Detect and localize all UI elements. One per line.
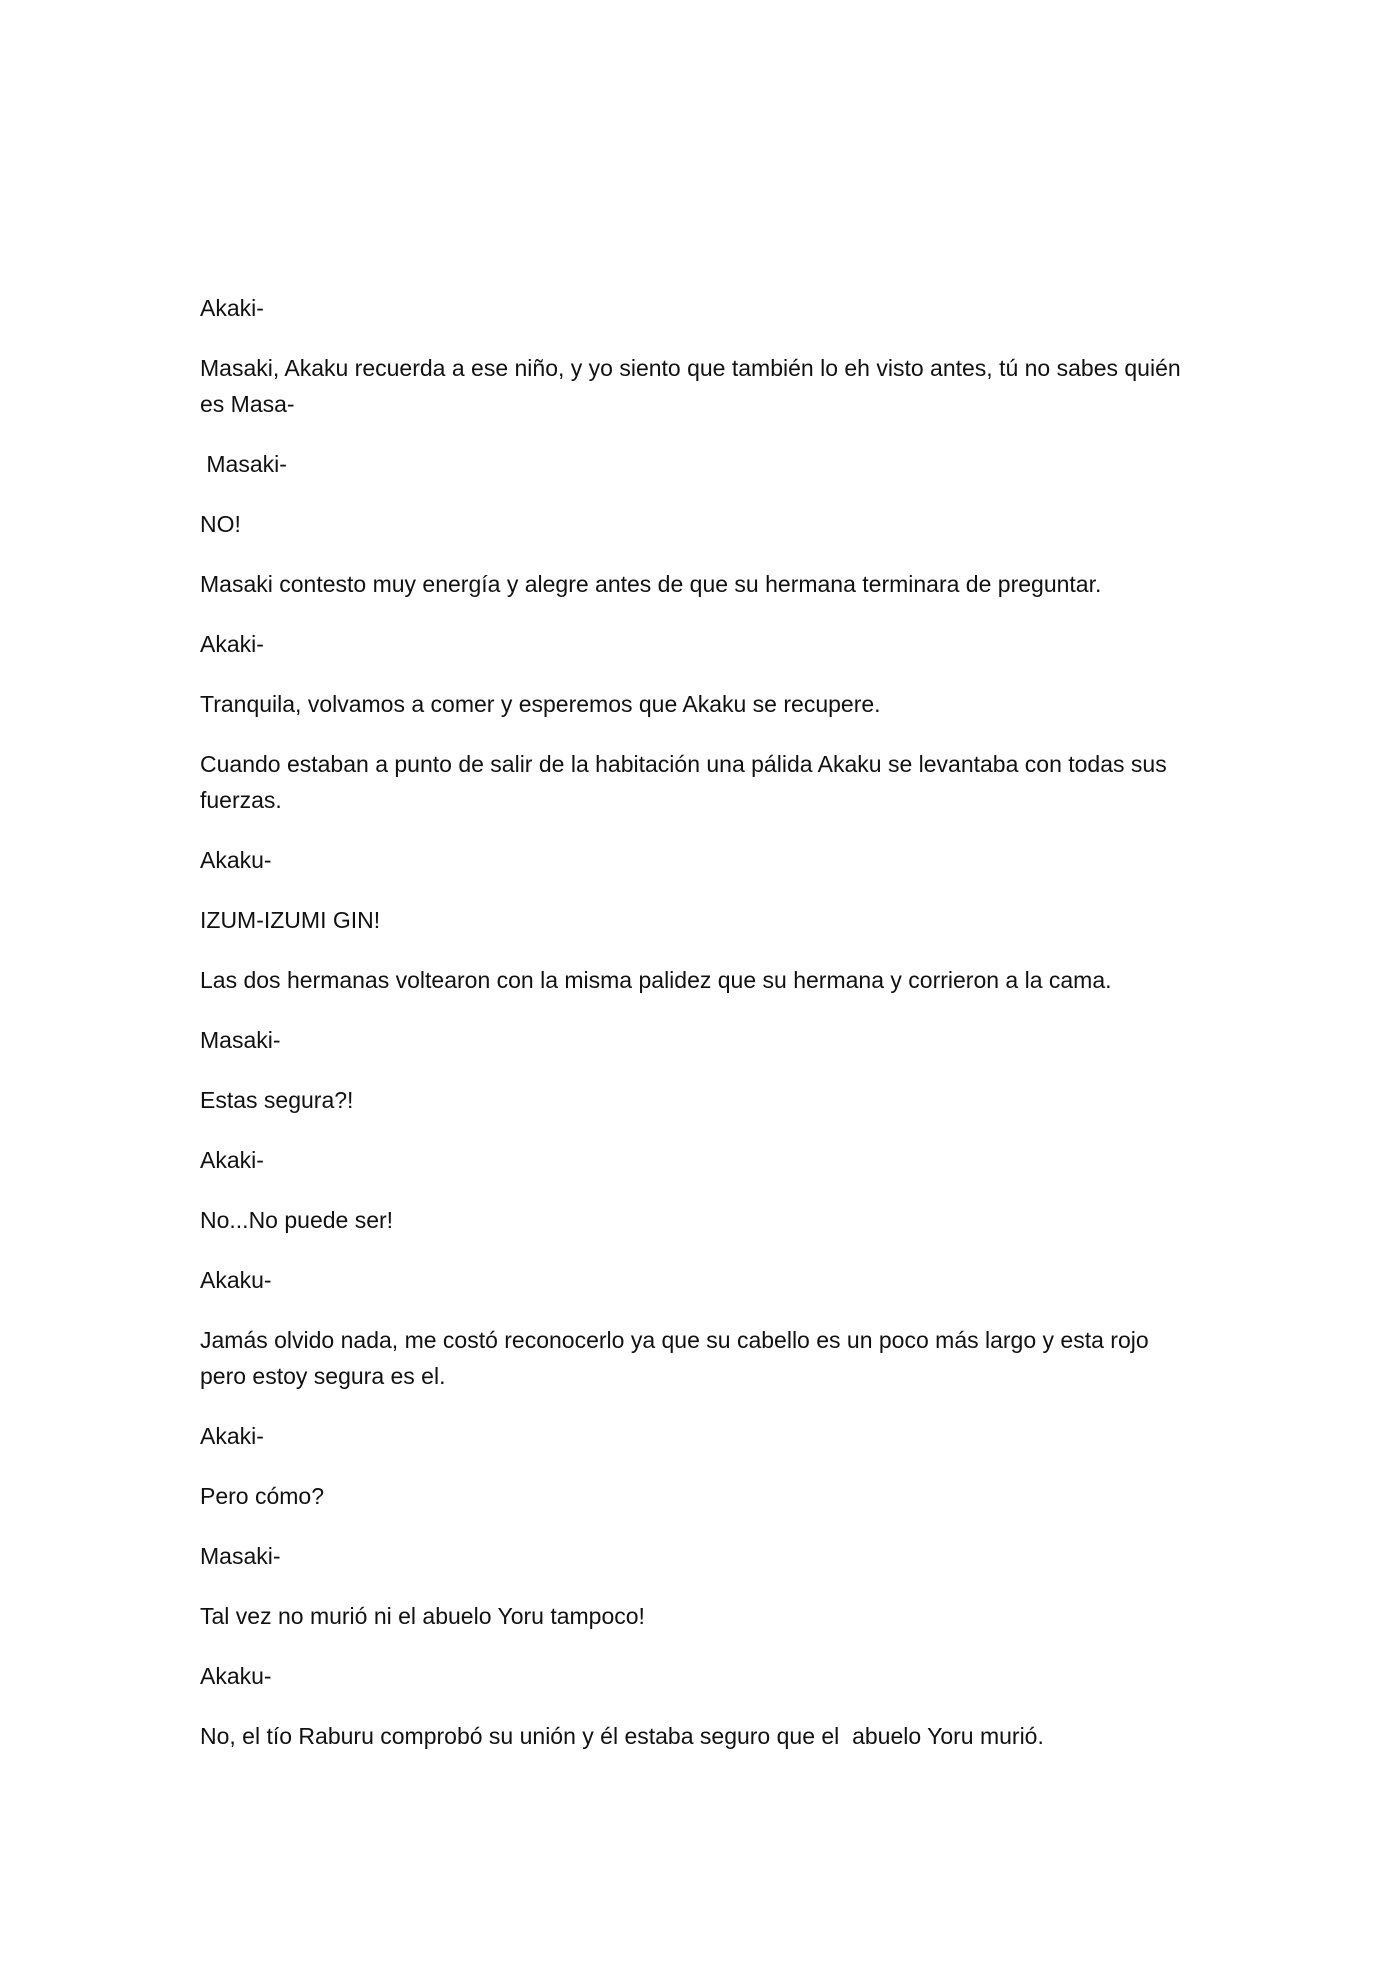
- speaker-label: Akaki-: [200, 1147, 264, 1173]
- narration-line: Cuando estaban a punto de salir de la habitación una pálida Akaku se levantaba con todas sus fuerzas.: [200, 751, 1174, 813]
- speaker-label: Akaku-: [200, 1267, 272, 1293]
- speaker-label: Akaku-: [200, 847, 272, 873]
- dialogue-line: Masaki, Akaku recuerda a ese niño, y yo siento que también lo eh visto antes, tú no sabes quién es Masa-: [200, 355, 1188, 417]
- narration-line: Las dos hermanas voltearon con la misma palidez que su hermana y corrieron a la cama.: [200, 967, 1112, 993]
- speaker-label: Akaki-: [200, 295, 264, 321]
- dialogue-line: Pero cómo?: [200, 1483, 325, 1509]
- speaker-label: Masaki-: [200, 451, 287, 477]
- dialogue-line: Jamás olvido nada, me costó reconocerlo ya que su cabello es un poco más largo y esta rojo pero estoy segura es el.: [200, 1327, 1156, 1389]
- document-body: [200, 290, 1200, 1778]
- dialogue-line: IZUM-IZUMI GIN!: [200, 907, 381, 933]
- speaker-label: Akaki-: [200, 631, 264, 657]
- dialogue-line: No, el tío Raburu comprobó su unión y él estaba seguro que el abuelo Yoru murió.: [200, 1723, 1044, 1749]
- speaker-label: Masaki-: [200, 1543, 281, 1569]
- dialogue-line: Estas segura?!: [200, 1087, 354, 1113]
- dialogue-line: Tranquila, volvamos a comer y esperemos que Akaku se recupere.: [200, 691, 881, 717]
- narration-line: Masaki contesto muy energía y alegre antes de que su hermana terminara de preguntar.: [200, 571, 1102, 597]
- dialogue-line: Tal vez no murió ni el abuelo Yoru tampoco!: [200, 1603, 645, 1629]
- speaker-label: Masaki-: [200, 1027, 281, 1053]
- speaker-label: Akaku-: [200, 1663, 272, 1689]
- speaker-label: Akaki-: [200, 1423, 264, 1449]
- dialogue-line: NO!: [200, 511, 241, 537]
- dialogue-line: No...No puede ser!: [200, 1207, 394, 1233]
